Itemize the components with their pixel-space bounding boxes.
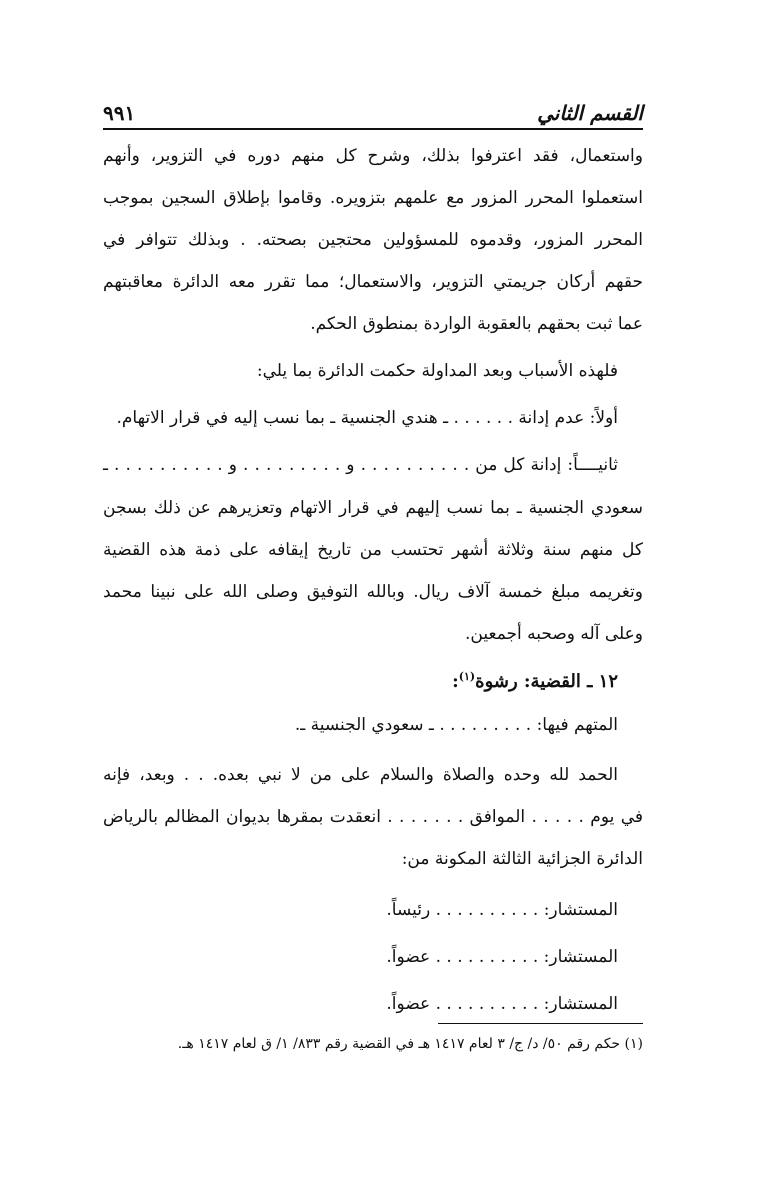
paragraph-line: الدائرة الجزائية الثالثة المكونة من: (401, 849, 643, 869)
page-number: ٩٩١ (103, 101, 136, 125)
ruling-second-line: وتغريمه مبلغ خمسة آلاف ريال. وبالله التوفيق وصلى الله على نبينا محمد (103, 582, 643, 602)
paragraph-line: في يوم . . . . . الموافق . . . . . . . انعقدت بمقرها بديوان المظالم بالرياض (103, 807, 643, 827)
ruling-second-line: كل منهم سنة وثلاثة أشهر تحتسب من تاريخ إيقافه على ذمة هذه القضية (103, 540, 643, 560)
paragraph-line: واستعمال، فقد اعترفوا بذلك، وشرح كل منهم دوره في التزوير، وأنهم (103, 146, 643, 166)
panel-member: المستشار: . . . . . . . . . . عضواً. (386, 947, 618, 967)
paragraph-line: عما ثبت بحقهم بالعقوبة الواردة بمنطوق الحكم. (310, 314, 643, 334)
case-heading-text: ١٢ ـ القضية: رشوة (475, 671, 618, 692)
case-heading (103, 664, 618, 695)
accused-line: المتهم فيها: . . . . . . . . . ـ سعودي الجنسية ـ. (294, 715, 618, 735)
paragraph-line: المحرر المزور، وقدموه للمسؤولين محتجين بصحته. . وبذلك تتوافر في (103, 230, 643, 250)
paragraph-line: حقهم أركان جريمتي التزوير، والاستعمال؛ مما تقرر معه الدائرة معاقبتهم (103, 272, 644, 292)
ruling-first: أولاً: عدم إدانة . . . . . . ـ هندي الجنسية ـ بما نسب إليه في قرار الاتهام. (116, 408, 618, 428)
footnote-divider (438, 1023, 643, 1024)
paragraph-line: استعملوا المحرر المزور مع علمهم بتزويره. وقاموا بإطلاق السجين بموجب (103, 188, 643, 208)
case-heading-colon: : (452, 671, 459, 692)
ruling-second-line: وعلى آله وصحبه أجمعين. (465, 624, 643, 644)
section-title: القسم الثاني (537, 101, 643, 125)
footnote: (١) حكم رقم ٥٠/ د/ ج/ ٣ لعام ١٤١٧ هـ في القضية رقم ٨٣٣/ ١/ ق لعام ١٤١٧ هـ. (177, 1036, 643, 1052)
panel-member: المستشار: . . . . . . . . . . رئيساً. (386, 900, 618, 920)
ruling-second-line: سعودي الجنسية ـ بما نسب إليهم في قرار الاتهام وتعزيرهم عن ذلك بسجن (103, 498, 643, 518)
footnote-ref: (١) (458, 670, 476, 683)
ruling-second-line: ثانيــــاً: إدانة كل من . . . . . . . . . . و . . . . . . . . . و . . . . . . . . . . ـ (103, 455, 618, 475)
ruling-intro: فلهذه الأسباب وبعد المداولة حكمت الدائرة بما يلي: (256, 361, 618, 381)
page-header (103, 96, 643, 130)
paragraph-line: الحمد لله وحده والصلاة والسلام على من لا نبي بعده. . . وبعد، فإنه (103, 765, 618, 785)
panel-member: المستشار: . . . . . . . . . . عضواً. (386, 994, 618, 1014)
